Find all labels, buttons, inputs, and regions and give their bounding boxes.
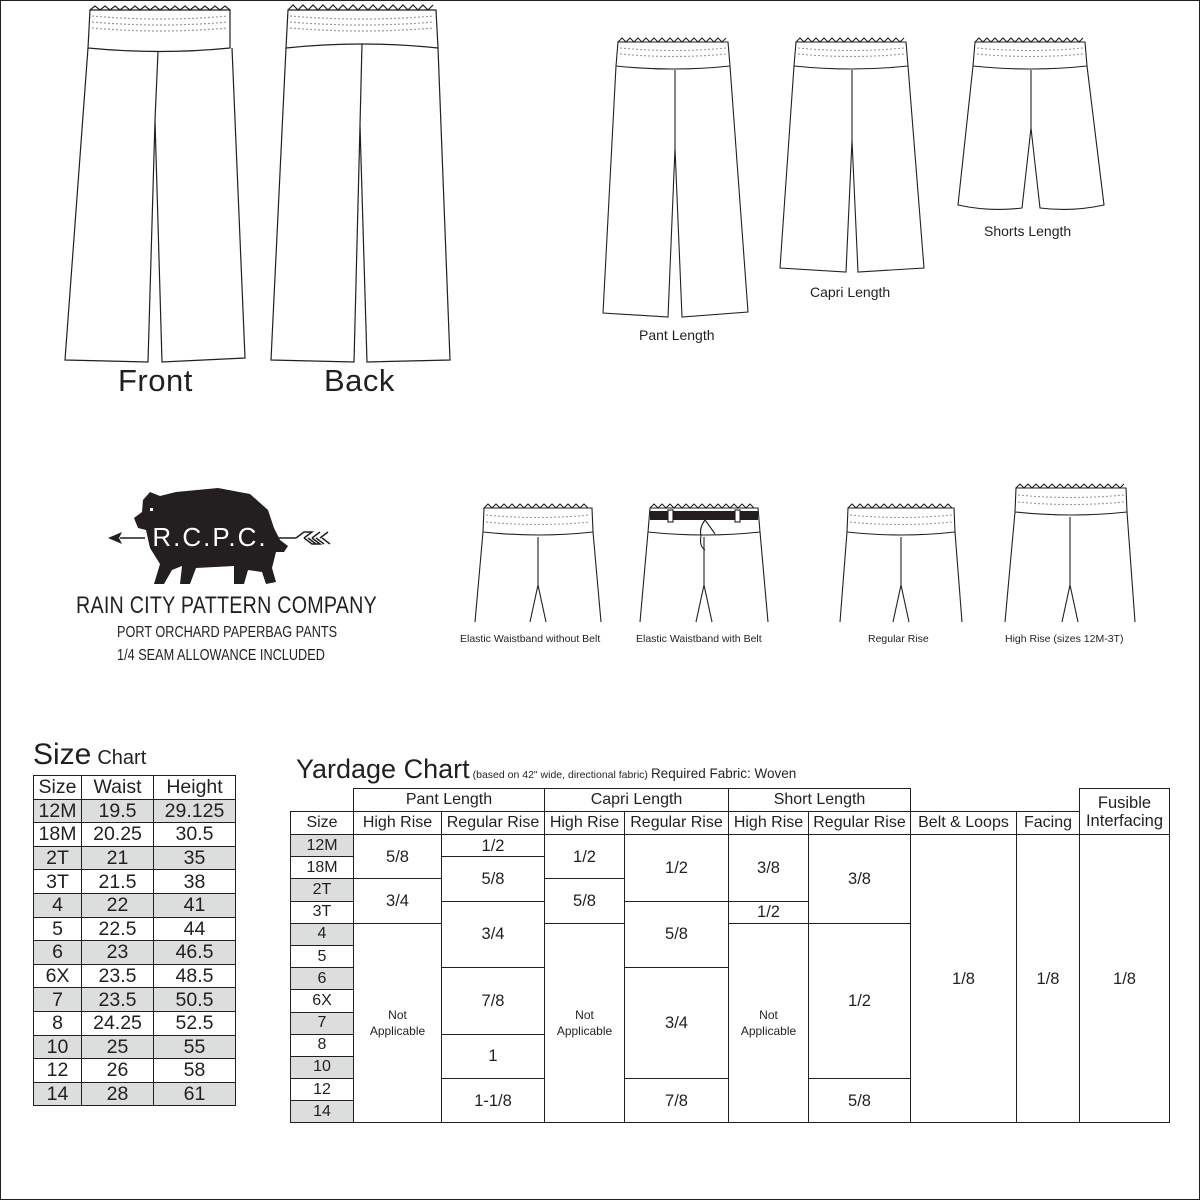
- size-cell: 12: [34, 1059, 82, 1083]
- shorts-length-label: Shorts Length: [984, 223, 1072, 239]
- yardage-cell: 3/8: [729, 835, 809, 902]
- table-row: [34, 1035, 236, 1059]
- size-cell: 6X: [291, 990, 354, 1012]
- waist-cell: 23: [82, 941, 154, 965]
- height-cell: 52.5: [154, 1011, 236, 1035]
- waist-cell: 21: [82, 846, 154, 870]
- waistband-without-belt-label: Elastic Waistband without Belt: [460, 633, 601, 645]
- back-view-drawing: [271, 5, 450, 362]
- regular-rise-label: Regular Rise: [868, 633, 929, 645]
- size-cell: 6: [34, 941, 82, 965]
- yardage-cell: 5/8: [809, 1079, 911, 1123]
- yardage-cell: Not Applicable: [354, 923, 442, 1123]
- pant-high-rise-header: High Rise: [354, 812, 442, 835]
- yardage-cell: 3/4: [442, 901, 545, 968]
- table-row: [34, 941, 236, 965]
- waist-cell: 23.5: [82, 988, 154, 1012]
- yardage-cell: 3/4: [625, 968, 729, 1079]
- size-cell: 18M: [34, 823, 82, 847]
- shorts-length-drawing: [958, 38, 1104, 209]
- yardage-cell: Not Applicable: [729, 923, 809, 1123]
- yardage-chart-table: [290, 788, 1170, 1123]
- pant-length-drawing: [603, 38, 748, 317]
- size-cell: 6X: [34, 964, 82, 988]
- yardage-cell: 1-1/8: [442, 1079, 545, 1123]
- size-cell: 7: [291, 1012, 354, 1034]
- pant-regular-rise-header: Regular Rise: [442, 812, 545, 835]
- table-row: [34, 917, 236, 941]
- yardage-cell: 7/8: [442, 968, 545, 1035]
- size-header: Size: [291, 812, 354, 835]
- fusible-interfacing-header: Fusible Interfacing: [1080, 789, 1170, 835]
- height-cell: 29.125: [154, 799, 236, 823]
- size-cell: 5: [34, 917, 82, 941]
- size-cell: 6: [291, 968, 354, 990]
- size-cell: 10: [291, 1056, 354, 1078]
- capri-length-drawing: [780, 38, 924, 272]
- waist-cell: 21.5: [82, 870, 154, 894]
- pant-length-header: Pant Length: [354, 789, 545, 812]
- size-chart-title-sub: Chart: [97, 747, 147, 769]
- size-cell: 12: [291, 1079, 354, 1101]
- yardage-chart-title: [296, 754, 796, 785]
- yardage-chart-title-main: Yardage Chart: [296, 754, 470, 784]
- high-rise-label: High Rise (sizes 12M-3T): [1005, 633, 1124, 645]
- waist-cell: 22.5: [82, 917, 154, 941]
- size-cell: 12M: [34, 799, 82, 823]
- waist-cell: 23.5: [82, 964, 154, 988]
- size-cell: 12M: [291, 835, 354, 857]
- table-row: [34, 1059, 236, 1083]
- yardage-cell: 1/8: [1017, 835, 1080, 1123]
- table-row: [34, 1011, 236, 1035]
- pattern-name: PORT ORCHARD PAPERBAG PANTS: [117, 624, 338, 641]
- short-regular-rise-header: Regular Rise: [809, 812, 911, 835]
- yardage-cell: 1/8: [911, 835, 1017, 1123]
- size-chart-title-main: Size: [33, 738, 92, 771]
- height-cell: 46.5: [154, 941, 236, 965]
- yardage-cell: 1/2: [442, 835, 545, 857]
- size-cell: 8: [34, 1011, 82, 1035]
- size-cell: 4: [291, 923, 354, 945]
- seam-allowance-note: 1/4 SEAM ALLOWANCE INCLUDED: [117, 647, 325, 664]
- table-row: [34, 1082, 236, 1106]
- height-cell: 50.5: [154, 988, 236, 1012]
- waist-cell: 25: [82, 1035, 154, 1059]
- waistband-with-belt-label: Elastic Waistband with Belt: [636, 633, 762, 645]
- facing-header: Facing: [1017, 812, 1080, 835]
- size-cell: 18M: [291, 857, 354, 879]
- waistband-with-belt-drawing: [640, 504, 768, 622]
- yardage-cell: 5/8: [354, 835, 442, 879]
- height-cell: 61: [154, 1082, 236, 1106]
- yardage-cell: 3/8: [809, 835, 911, 924]
- table-row: [34, 870, 236, 894]
- waist-header: Waist: [82, 776, 154, 800]
- blank-cell: [291, 789, 354, 812]
- blank-cell: [911, 789, 1080, 812]
- table-row: [34, 823, 236, 847]
- required-fabric: Required Fabric: Woven: [650, 766, 797, 781]
- waist-cell: 20.25: [82, 823, 154, 847]
- height-cell: 44: [154, 917, 236, 941]
- size-chart-header-row: [34, 776, 236, 800]
- waist-cell: 19.5: [82, 799, 154, 823]
- size-cell: 2T: [34, 846, 82, 870]
- table-row: [34, 846, 236, 870]
- yardage-cell: 3/4: [354, 879, 442, 923]
- regular-rise-drawing: [840, 504, 962, 622]
- size-header: Size: [34, 776, 82, 800]
- table-row: [34, 964, 236, 988]
- height-cell: 55: [154, 1035, 236, 1059]
- pant-length-label: Pant Length: [639, 327, 715, 343]
- size-cell: 3T: [291, 901, 354, 923]
- height-cell: 58: [154, 1059, 236, 1083]
- waist-cell: 24.25: [82, 1011, 154, 1035]
- table-row: [34, 799, 236, 823]
- waist-cell: 26: [82, 1059, 154, 1083]
- table-row: [34, 893, 236, 917]
- yardage-cell: 1/2: [729, 901, 809, 923]
- size-cell: 8: [291, 1034, 354, 1056]
- capri-length-header: Capri Length: [545, 789, 729, 812]
- yardage-cell: 1/8: [1080, 835, 1170, 1123]
- brand-name: RAIN CITY PATTERN COMPANY: [76, 592, 378, 619]
- capri-length-label: Capri Length: [810, 284, 891, 300]
- height-cell: 41: [154, 893, 236, 917]
- height-cell: 48.5: [154, 964, 236, 988]
- yardage-cell: 5/8: [442, 857, 545, 901]
- capri-regular-rise-header: Regular Rise: [625, 812, 729, 835]
- high-rise-drawing: [1005, 484, 1135, 622]
- front-label: Front: [118, 363, 193, 398]
- back-label: Back: [324, 363, 395, 398]
- logo-text: R.C.P.C.: [152, 522, 268, 552]
- yardage-cell: 1/2: [809, 923, 911, 1078]
- table-row: [34, 988, 236, 1012]
- yardage-cell: 7/8: [625, 1079, 729, 1123]
- size-cell: 2T: [291, 879, 354, 901]
- height-header: Height: [154, 776, 236, 800]
- yardage-cell: 5/8: [625, 901, 729, 968]
- waist-cell: 28: [82, 1082, 154, 1106]
- capri-high-rise-header: High Rise: [545, 812, 625, 835]
- waistband-without-belt-drawing: [475, 504, 601, 622]
- size-cell: 7: [34, 988, 82, 1012]
- short-high-rise-header: High Rise: [729, 812, 809, 835]
- yardage-cell: 1/2: [625, 835, 729, 902]
- size-cell: 14: [34, 1082, 82, 1106]
- waist-cell: 22: [82, 893, 154, 917]
- size-chart-table: [33, 775, 236, 1106]
- size-cell: 10: [34, 1035, 82, 1059]
- yardage-cell: Not Applicable: [545, 923, 625, 1123]
- height-cell: 38: [154, 870, 236, 894]
- height-cell: 30.5: [154, 823, 236, 847]
- size-cell: 14: [291, 1101, 354, 1123]
- size-cell: 4: [34, 893, 82, 917]
- belt-loops-header: Belt & Loops: [911, 812, 1017, 835]
- yardage-cell: 1: [442, 1034, 545, 1078]
- yardage-cell: 5/8: [545, 879, 625, 923]
- yardage-cell: 1/2: [545, 835, 625, 879]
- height-cell: 35: [154, 846, 236, 870]
- yardage-chart-note: (based on 42" wide, directional fabric): [472, 769, 648, 781]
- size-cell: 5: [291, 945, 354, 967]
- short-length-header: Short Length: [729, 789, 911, 812]
- size-chart-title: [33, 738, 146, 772]
- front-view-drawing: [65, 6, 245, 362]
- size-cell: 3T: [34, 870, 82, 894]
